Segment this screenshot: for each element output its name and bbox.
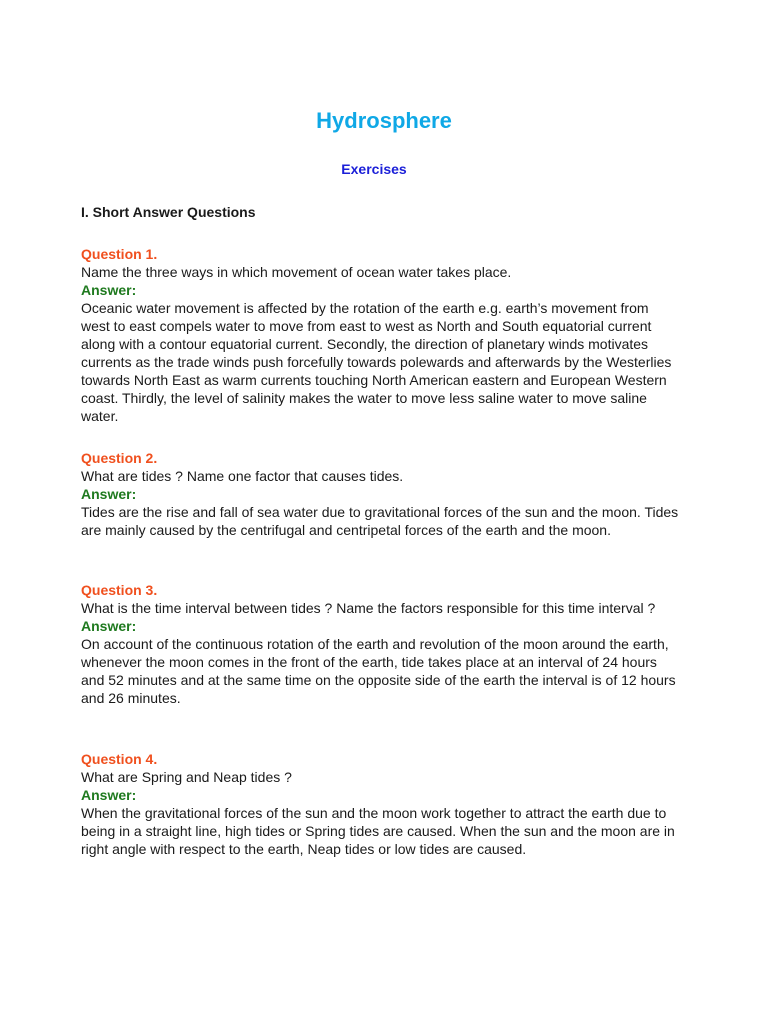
question-text: What are tides ? Name one factor that causes tides. [81,468,404,484]
document-title: Hydrosphere [316,108,452,133]
answer-label: Answer: [81,282,137,298]
question-label: Question 4. [81,751,158,767]
answer-text: On account of the continuous rotation of the earth and revolution of the moon around the earth, whenever the moon comes in the front of the earth, tide takes place at an interval of 24 hours and 52 minutes and at the same time on the opposite side of the earth the interval is of 12 hours and 26 minutes. [81,636,676,706]
question-label: Question 1. [81,246,158,262]
answer-text: Tides are the rise and fall of sea water due to gravitational forces of the sun and the moon. Tides are mainly caused by the centrifugal and centripetal forces of the earth and the moon. [81,504,679,538]
answer-label: Answer: [81,486,137,502]
question-text: What is the time interval between tides ? Name the factors responsible for this time interval ? [81,600,656,616]
question-text: What are Spring and Neap tides ? [81,769,292,785]
section-heading: I. Short Answer Questions [81,204,256,220]
question-block-3 [81,581,681,707]
question-text: Name the three ways in which movement of ocean water takes place. [81,264,512,280]
document-subtitle: Exercises [341,161,407,177]
question-block-2 [81,449,681,539]
question-block-4 [81,750,681,858]
answer-text: When the gravitational forces of the sun and the moon work together to attract the earth due to being in a straight line, high tides or Spring tides are caused. When the sun and the moon are in right angle with respect to the earth, Neap tides or low tides are caused. [81,805,675,857]
answer-label: Answer: [81,787,137,803]
answer-label: Answer: [81,618,137,634]
answer-text: Oceanic water movement is affected by the rotation of the earth e.g. earth’s movement from west to east compels water to move from east to west as North and South equatorial current along with a contour equatorial current. Secondly, the direction of planetary winds motivates currents as the trade winds push forcefully towards polewards and afterwards by the Westerlies towards North East as warm currents touching North American eastern and European Western coast. Thirdly, the level of salinity makes the water to move less saline water to move saline water. [81,300,672,424]
question-block-1 [81,245,681,425]
question-label: Question 3. [81,582,158,598]
question-label: Question 2. [81,450,158,466]
